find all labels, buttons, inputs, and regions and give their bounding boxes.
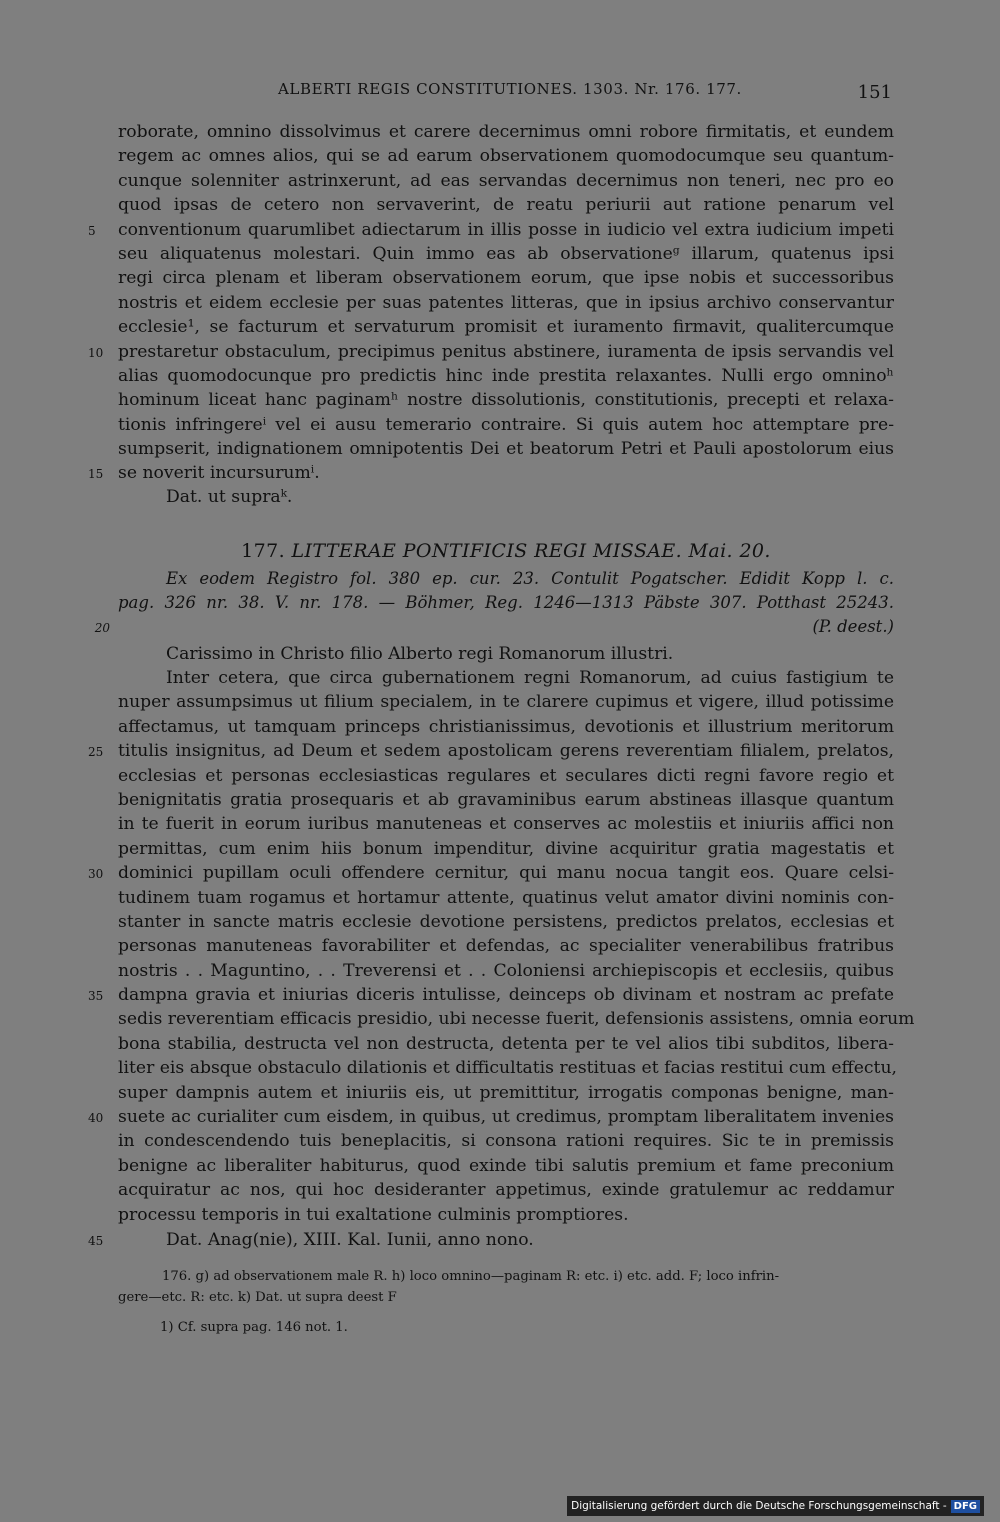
line-text: alias quomodocunque pro predictis hinc inde prestita relaxantes. Nulli ergo omninoʰ: [118, 365, 894, 386]
line-number: 25: [88, 745, 104, 760]
dfg-logo-icon: DFG: [951, 1500, 980, 1513]
line-text: acquiratur ac nos, qui hoc desideranter appetimus, exinde gratulemur ac reddamur: [118, 1180, 894, 1201]
text-line: [118, 315, 894, 339]
page-number: 151: [857, 82, 892, 103]
document-title: LITTERAE PONTIFICIS REGI MISSAE. Mai. 20.: [291, 540, 771, 562]
text-line: [118, 812, 894, 836]
text-line: [88, 461, 894, 485]
line-text: tionis infringereⁱ vel ei ausu temerario contraire. Si quis autem hoc attemptare pre-: [118, 414, 894, 435]
line-number: 35: [88, 989, 104, 1004]
text-line: [118, 690, 894, 714]
text-line: [118, 364, 894, 388]
text-line: [118, 715, 894, 739]
text-line: [88, 1105, 894, 1129]
critical-apparatus: [118, 1266, 894, 1308]
line-text: super dampnis autem et iniuriis eis, ut premittitur, irrogatis componas benigne, man-: [118, 1082, 894, 1103]
line-text: stanter in sancte matris ecclesie devotione persistens, predictos prelatos, ecclesias et: [118, 911, 894, 932]
line-text: benigne ac liberaliter habiturus, quod exinde tibi salutis premium et fame preconium: [118, 1155, 894, 1176]
credit-text: Digitalisierung gefördert durch die Deutsche Forschungsgemeinschaft -: [571, 1500, 947, 1512]
text-line: [118, 788, 894, 812]
footnote-line: gere—etc. R: etc. k) Dat. ut supra deest F: [118, 1290, 397, 1305]
line-text: Inter cetera, que circa gubernationem regni Romanorum, ad cuius fastigium te: [166, 668, 894, 688]
text-line: [118, 837, 894, 861]
text-line: [118, 437, 894, 461]
text-line: [118, 242, 894, 266]
line-text: dominici pupillam oculi offendere cernitur, qui manu nocua tangit eos. Quare celsi-: [118, 863, 894, 884]
document-177-text: [88, 666, 915, 1227]
text-line: [118, 1032, 894, 1056]
text-line: [118, 1056, 897, 1080]
line-text: personas manuteneas favorabiliter et defendas, ac specialiter venerabilibus fratribus: [118, 936, 894, 957]
document-177-heading: [118, 540, 894, 562]
dating-text: Dat. Anag(nie), XIII. Kal. Iunii, anno nono.: [166, 1230, 534, 1250]
text-line: [88, 340, 894, 364]
line-number: 10: [88, 345, 104, 360]
dating-clause-176: Dat. ut supraᵏ.: [166, 487, 293, 507]
text-line: [118, 910, 894, 934]
text-line: [118, 144, 894, 168]
line-number: 20: [94, 621, 110, 635]
line-text: tudinem tuam rogamus et hortamur attente, quatinus velut amator divini nominis con-: [118, 887, 894, 908]
line-text: affectamus, ut tamquam princeps christianissimus, devotionis et illustrium meritorum: [118, 716, 894, 737]
line-text: prestaretur obstaculum, precipimus penitus abstinere, iuramenta de ipsis servandis vel: [118, 341, 894, 362]
text-line: [118, 959, 894, 983]
line-text: processu temporis in tui exaltatione culminis promptiores.: [118, 1204, 629, 1225]
line-text: cunque solenniter astrinxerunt, ad eas servandas decernimus non teneri, nec pro eo: [118, 170, 894, 191]
line-text: regi circa plenam et liberam observationem eorum, que ipse nobis et successoribus: [118, 268, 894, 289]
running-title: ALBERTI REGIS CONSTITUTIONES. 1303. Nr. 176. 177.: [278, 80, 742, 98]
line-number: 15: [88, 467, 104, 482]
line-text: liter eis absque obstaculo dilationis et difficultatis restituas et facias restitui cum effectu,: [118, 1058, 897, 1079]
line-text: sumpserit, indignationem omnipotentis Dei et beatorum Petri et Pauli apostolorum eius: [118, 439, 894, 460]
line-text: seu aliquatenus molestari. Quin immo eas ab observationeᵍ illarum, quatenus ipsi: [118, 243, 894, 264]
line-text: hominum liceat hanc paginamʰ nostre dissolutionis, constitutionis, precepti et relaxa-: [118, 390, 894, 411]
text-line: [118, 1154, 894, 1178]
text-line: [118, 120, 894, 144]
line-text: nostris . . Maguntino, . . Treverensi et . . Coloniensi archiepiscopis et ecclesiis, quibus: [118, 960, 894, 981]
text-line: [118, 413, 894, 437]
running-header: [118, 80, 894, 104]
source-line-text: (P. deest.): [812, 617, 894, 636]
line-text: ecclesias et personas ecclesiasticas regulares et seculares dicti regni favore regio et: [118, 765, 894, 786]
line-text: dampna gravia et iniurias diceris intulisse, deinceps ob divinam et nostram ac prefate: [118, 985, 894, 1006]
text-line: [118, 1203, 894, 1227]
text-line: [118, 266, 894, 290]
text-line: [118, 1178, 894, 1202]
text-line: [118, 1081, 894, 1105]
text-line: [88, 739, 894, 763]
text-line: [88, 861, 894, 885]
footnote-line: 176. g) ad observationem male R. h) loco omnino—paginam R: etc. i) etc. add. F; loco infrin-: [162, 1269, 780, 1284]
text-line: [118, 291, 894, 315]
line-text: bona stabilia, destructa vel non destructa, detenta per te vel alios tibi subditos, libera-: [118, 1033, 894, 1054]
source-line: [94, 615, 894, 639]
line-text: benignitatis gratia prosequaris et ab gravaminibus earum abstineas illasque quantum: [118, 789, 894, 810]
line-text: quod ipsas de cetero non servaverint, de reatu periurii aut ratione penarum vel: [118, 195, 894, 216]
line-text: ecclesie¹, se facturum et servaturum promisit et iuramento firmavit, qualitercumque: [118, 317, 894, 338]
explanatory-footnote: 1) Cf. supra pag. 146 not. 1.: [160, 1320, 348, 1335]
text-line: [118, 388, 894, 412]
line-number: 40: [88, 1111, 104, 1126]
text-line: [118, 169, 894, 193]
source-note: [94, 567, 894, 639]
funding-credit: [567, 1496, 984, 1516]
text-line: [118, 666, 894, 690]
document-number: 177.: [241, 540, 286, 562]
text-line: [88, 218, 894, 242]
line-text: roborate, omnino dissolvimus et carere decernimus omni robore firmitatis, et eundem: [118, 122, 894, 142]
line-number: 45: [88, 1234, 104, 1248]
line-number: 5: [88, 223, 96, 238]
line-text: in te fuerit in eorum iuribus manuteneas et conserves ac molestiis et iniuriis affici non: [118, 814, 894, 835]
line-text: permittas, cum enim hiis bonum impenditur, divine acquiritur gratia magestatis et: [118, 838, 894, 859]
text-line: [118, 1129, 894, 1153]
text-line: [118, 886, 894, 910]
text-line: [118, 764, 894, 788]
line-text: conventionum quarumlibet adiectarum in illis posse in iudicio vel extra iudicium impeti: [118, 219, 894, 240]
line-text: nostris et eidem ecclesie per suas patentes litteras, que in ipsius archivo conservantur: [118, 292, 894, 313]
line-text: se noverit incursurumⁱ.: [118, 463, 320, 484]
text-line: [118, 1007, 915, 1031]
document-176-conclusion: [88, 120, 894, 486]
text-line: [118, 934, 894, 958]
text-line: [88, 983, 894, 1007]
dating-clause-177: [88, 1228, 894, 1252]
source-line: Ex eodem Registro fol. 380 ep. cur. 23. Contulit Pogatscher. Edidit Kopp l. c.: [166, 569, 894, 588]
line-text: suete ac curialiter cum eisdem, in quibus, ut credimus, promptam liberalitatem invenies: [118, 1107, 894, 1128]
line-text: in condescendendo tuis beneplacitis, si consona rationi requires. Sic te in premissis: [118, 1131, 894, 1152]
line-text: nuper assumpsimus ut filium specialem, in te clarere cupimus et vigere, illud potissime: [118, 692, 894, 713]
line-number: 30: [88, 867, 104, 882]
address-line: Carissimo in Christo filio Alberto regi Romanorum illustri.: [166, 644, 674, 664]
line-text: regem ac omnes alios, qui se ad earum observationem quomodocumque seu quantum-: [118, 146, 894, 167]
line-text: sedis reverentiam efficacis presidio, ubi necesse fuerit, defensionis assistens, omnia eorum: [118, 1009, 915, 1030]
text-line: [118, 193, 894, 217]
line-text: titulis insignitus, ad Deum et sedem apostolicam gerens reverentiam filialem, prelatos,: [118, 741, 894, 762]
source-line: pag. 326 nr. 38. V. nr. 178. — Böhmer, Reg. 1246—1313 Päbste 307. Potthast 25243.: [118, 593, 894, 612]
